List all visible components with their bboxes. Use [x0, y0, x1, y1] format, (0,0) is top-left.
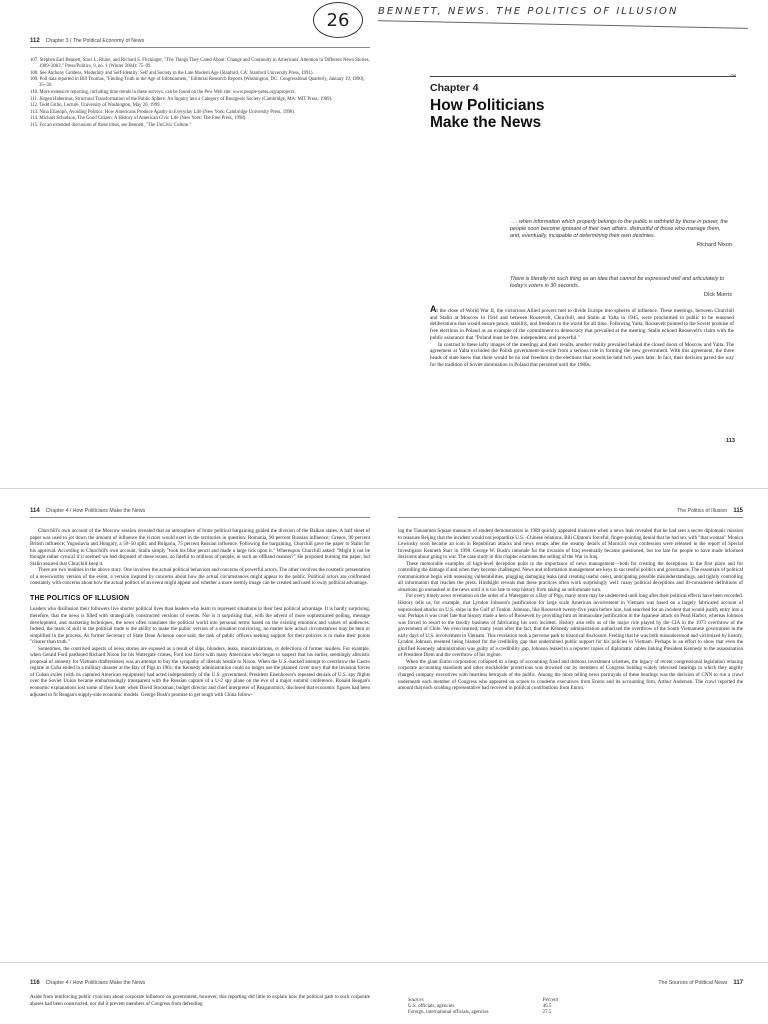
- page-number-115: 115: [733, 508, 743, 514]
- paragraph: [430, 306, 734, 342]
- column-header: Percent: [542, 998, 558, 1003]
- running-head-116: [30, 980, 370, 986]
- page-115: [398, 508, 743, 956]
- paragraph: Sometimes, the contrived aspects of news stories are exposed as a result of slips, blunders, leaks, miscalculations, or defections of former insiders. For example, when Gerald Ford pardoned Richard Nixon for his Watergate crimes, Ford lost favor with many Americans who began to suspect that his earlier, seemingly altruistic proposal of amnesty for Vietnam draftresisters was an attempt to buy the sympathy of liberals hostile to Nixon. When the U.S.-backed attempt to overthrow the Castro regime in Cuba ended in a military disaster at the Bay of Pigs in 1961, the Kennedy administration could no longer use the planned cover story that the invasion forces of Cuban exiles (with its captured American equipment) had acted independently of the U.S. government. President Eisenhower's repeated denials of U.S. spy flights over the Soviet Union became embarrassingly transparent with the Russian capture of a U-2 spy plane on the eve of a major summit conference. Ronald Reagan's economic explanations lost some of their luster when David Stockman, budget director and chief interpreter of Reaganomics, disclosed that economic figures had been adjusted to fit Reagan's supply-side economic models. George Bush's promise to get tough with China follow-: [30, 645, 370, 698]
- paragraph: When the giant Enron corporation collapsed in a heap of accounting fraud and dubious investment schemes, the legacy of recent congressional legislation relaxing corporate accounting standards and other stockholder protections was drowned out by members of Congress holding widely televised hearings in which they angrily charged company executives with heartless betrayals of the public. Among the more telling news portrayals of these hearings was the decision of CNN to run a crawl underneath each member of Congress who appeared on screen to condemn executives from Enron and its accounting firm, Arthur Andersen. The crawl reported the amount that each scolding representative had received in political contributions from Enron.: [398, 658, 743, 692]
- spread-112-113: [0, 38, 768, 478]
- handwritten-source-note: BENNETT, NEWS. THE POLITICS OF ILLUSION: [378, 6, 679, 17]
- endnote-item: 109. Poll data reported in Bill Thomas, "Finding Truth in the Age of Infotainment," Editorial Research Reports (Washington, DC: Congressional Quarterly, January 19, 1990), 35–36.: [30, 77, 365, 89]
- page-number-117: 117: [733, 980, 743, 986]
- header-rule-115: [398, 517, 743, 518]
- chapter-title: [430, 97, 545, 131]
- circled-number: 26: [326, 9, 350, 31]
- table-cell: U.S. officials, agencies: [408, 1004, 455, 1009]
- epigraph-author: Richard Nixon: [696, 242, 732, 248]
- page-116: [30, 980, 370, 1024]
- page-number-112: 112: [30, 38, 40, 44]
- chapter-rule: [430, 76, 736, 77]
- page-113: [398, 38, 743, 478]
- paragraph: There are two realities in the above story. One involves the actual political behaviors and concerns of powerful actors. The other involves the cosmetic presentation of a newsworthy version of the event, a version inspired by concerns about how the actual circumstances might appear to the public. Political actors are confronted constantly with concerns about how the actual politics of an event might appear and whether a more seemly image can be created and used to sway political advantage.: [30, 567, 370, 587]
- running-head-text-112: Chapter 3 / The Political Economy of News: [45, 38, 145, 44]
- running-head-117: [398, 980, 743, 986]
- chapter-label: Chapter 4: [430, 82, 479, 94]
- running-head-text-116: Chapter 4 / How Politicians Make the News: [45, 980, 146, 986]
- running-head-115: [398, 508, 743, 514]
- endnote-item: 111. Jürgen Habermas, Structural Transformation of the Public Sphere: An Inquiry into a Category of Bourgeois Society (Cambridge, MA: MIT Press, 1989).: [30, 96, 333, 102]
- endnotes-list: [30, 58, 370, 129]
- running-head-text-114: Chapter 4 / How Politicians Make the News: [45, 508, 146, 514]
- table-cell: Foreign, international officials, agencies: [408, 1010, 489, 1015]
- table-cell: 46.5: [542, 1004, 552, 1009]
- epigraph-text: . . . when information which properly belongs to the public is withheld by those in power, the people soon become ignorant of their own affairs, distrustful of those who manage them, and, eventually, incapable of determining their own destinies.: [510, 219, 728, 239]
- epigraph-nixon: [510, 219, 732, 249]
- endnote-item: 113. Nina Eliasoph, Avoiding Politics: How Americans Produce Apathy in Everyday Life (New York: Cambridge University Press, 1998).: [30, 109, 296, 115]
- page-112: [30, 38, 370, 478]
- header-rule-112: [30, 47, 370, 48]
- paragraph: ing the Tiananmen Square massacre of student demonstrators in 1989 quickly appeared insincere when a news leak revealed that he had sent a secret diplomatic mission to reassure Beijing that the incident would not jeopardize U.S.–Chinese relations. Bill Clinton's forceful, finger-pointing denial that he had sex with "that woman" Monica Lewinsky soon became an icon in Republican attacks and news recaps after the steamy details of Monica's own confession were released in the report of Special Investigator Kenneth Starr in 1998. George W. Bush's rationale for the invasion of Iraq eventually became questioned, but too late for people to have made informed decisions about going to war. The case study in this chapter examines the selling of the War in Iraq.: [398, 528, 743, 561]
- running-head-112: [30, 38, 370, 44]
- chapter-title-line: Make the News: [430, 114, 542, 131]
- running-head-text-117: The Sources of Political News: [658, 980, 728, 986]
- page-117: [398, 980, 743, 1024]
- running-head-text-115: The Politics of Illusion: [677, 508, 728, 514]
- table-cell: 27.5: [542, 1010, 552, 1015]
- page-number-113: 113: [725, 438, 735, 444]
- spread-114-115: [0, 508, 768, 956]
- endnote-item: 108. See Anthony Giddens, Modernity and Self-Identity: Self and Society in the Late Modern Age (Stanford, CA: Stanford University Press, 1991).: [30, 70, 314, 76]
- epigraph-text: There is literally no such thing as an idea that cannot be expressed well and articulately to today's voters in 30 seconds.: [510, 276, 725, 289]
- endnote-item: 115. For an extended discussion of these ideas, see Bennett, "The UnCivic Culture.": [30, 122, 192, 128]
- page-114: [30, 508, 370, 956]
- endnote-item: 114. Michael Schudson, The Good Citizen: A History of American Civic Life (New York: The Free Press, 1998).: [30, 116, 247, 122]
- scan-divider: [0, 962, 768, 963]
- paragraph: Aside from reinforcing public cynicism about corporate influence on government, however, this reporting did little to explain how the political path to such corporate abuses had been constructed, nor did it prevent members of Congress from defending: [30, 994, 370, 1007]
- page-number-114: 114: [30, 508, 40, 514]
- sources-table: [408, 998, 558, 1015]
- column-header: Sources: [408, 998, 424, 1003]
- paragraph: In contrast to these lofty images of the meetings and their results, another reality prevailed behind the closed doors of Moscow and Yalta. The agreement at Yalta excluded the Polish government-in-exile from a serious role in forming the new government. With this agreement, the three heads of state knew that there would be no real freedom in the elections that would be held two years later. In fact, their decision paved the way for the tradition of Soviet domination in Poland that persisted until the 1980s.: [430, 341, 734, 368]
- body-text-116: [30, 994, 370, 1007]
- header-rule-114: [30, 517, 370, 518]
- paragraph: Churchill's own account of the Moscow session revealed that an atmosphere of brute political bargaining guided the division of the Balkan states. A half sheet of paper was used to jot down the amount of influence the victors would exert in the territories in question: Romania, 90 percent Russian influence; Greece, 90 percent British influence; Yugoslavia and Hungary, a 50–50 split; and Bulgaria, 75 percent Russian influence. Following the bargaining, Churchill gave the paper to Stalin for his approval. According to Churchill's own account, Stalin simply "took his blue pencil and made a large tick upon it." Whereupon Churchill asked: "Might it not be thought rather cynical if it seemed we had disposed of these issues, so fateful to millions of people, in such an offhand manner?" He proposed burning the paper, but Stalin assured that Churchill keep it.: [30, 528, 370, 567]
- paragraph-text: t the close of World War II, the victorious Allied powers met to divide Europe into spheres of influence. These meetings, between Churchill and Stalin at Moscow in 1944 and between Roosevelt, Churchill, and Stalin at Yalta in 1945, were proclaimed in public to be reasoned deliberations that would ensure peace, stability, and freedom in the world for all time. Following Yalta, Roosevelt pointed to the Soviet promise of free elections in Poland as an example of the commitment to democracy that prevailed at the meeting. Stalin echoed Roosevelt's claim with the public assurance that "Poland must be free, independent, and powerful.": [430, 308, 734, 341]
- spread-116-117: [0, 980, 768, 1024]
- epigraph-morris: [510, 276, 732, 299]
- paragraph: For every timely news revelation on the order of a Watergate or a Bay of Pigs, many more may be undetected until long after their political effects have been recorded. History tells us, for example, that Lyndon Johnson's justification for large scale American involvement in Vietnam was based on a largely fabricated account of unprovoked attacks on U.S. ships in the Gulf of Tonkin. Johnson, like Roosevelt twenty-five years before him, had searched for an incident that would justify entry into a war. Perhaps it was cruel fate that history made a hero of Roosevelt by providing him an immaculate justification in the Japanese attack on Pearl Harbor, whereas Johnson was forced to resort to the tawdry business of fabricating his own incident. History also tells us of the major role played by the CIA in the 1973 overthrow of the government of Chile. We even learned, many years after the fact, that the Kennedy administration authorized the overthrow of the South Vietnamese government in the early days of U.S. involvement in Vietnam. This revelation took a perverse path to historical disclosure. Feeling that he was both misunderstood and victimized by history, Lyndon Johnson resented being blamed for the credibility gap that undermined public support for his policies in Vietnam. Perhaps in an effort to show that even the glorified Kennedy administration was guilty of a credibility gap, Johnson leaked to a reporter copies of diplomatic cables linking President Kennedy to the assassination of President Diem and the overthrow of his regime.: [398, 593, 743, 659]
- endnote-item: 107. Stephen Earl Bennett, Staci L. Rhine, and Richard S. Flickinger, "The Things They Cared About: Change and Continuity in Americans' Attention to Different News Stories, 1989–2002," Press/Politics, 9, no. 1 (Winter 2004): 75–99.: [30, 58, 370, 70]
- scan-divider: [0, 488, 768, 489]
- sources-column: [408, 998, 489, 1015]
- chapter-title-line: How Politicians: [430, 97, 545, 114]
- section-heading: THE POLITICS OF ILLUSION: [30, 594, 130, 602]
- body-text-115: [398, 528, 743, 692]
- endnote-item: 112. Todd Gitlin, Lecture, University of Washington, May 20, 1999.: [30, 103, 161, 109]
- percent-column: [543, 998, 558, 1015]
- epigraph-author: Dick Morris: [704, 292, 732, 298]
- paragraph: These memorable examples of high-level deception point to the importance of news management—both for creating the deceptions in the first place and for controlling the damage if and when they become challenged. News and information management are keys to successful politics and governance. The essentials of political communication begin with assessing vulnerabilities, plugging damaging leaks (and creating useful ones), anticipating possible misunderstandings, and tightly controlling all information that reaches the press. Hindsight reveals that these practices often work surprisingly well: many political deceptions and ill-considered definitions of situations go unmasked in the news until it is too late to stop history from taking an unfortunate turn.: [398, 560, 743, 593]
- endnote-item: 110. More extensive reporting, including time trends in these surveys, can be found on the Pew Web site: www.people-press.org/aprojects.: [30, 89, 296, 95]
- drop-cap: A: [430, 304, 437, 314]
- chapter-opening-text: [430, 306, 734, 368]
- chapter-ornament-icon: ~: [729, 71, 737, 81]
- handwritten-page-number: [313, 2, 363, 38]
- paragraph: Leaders who disillusion their followers live shorter political lives than leaders who learn to represent situations to their best political advantage. It is hardly surprising, therefore, that the news is filled with strategically constructed versions of events. Nor is it surprising that, with the advent of more sophisticated polling, message development, and marketing techniques, the news often translates the political world into personal terms based on the existing emotions and values of audiences. Indeed, the mark of skill in the political trade is the ability to make the public version of a situation convincing, no matter how actual circumstances may be bent or simplified in the process. As former Secretary of State Dean Acheson once said, the task of public officers seeking support for their policies is to make their points "clearer than truth.": [30, 606, 370, 646]
- handwritten-underline: [378, 20, 748, 29]
- running-head-114: [30, 508, 370, 514]
- page-number-116: 116: [30, 980, 40, 986]
- body-text-114: [30, 528, 370, 698]
